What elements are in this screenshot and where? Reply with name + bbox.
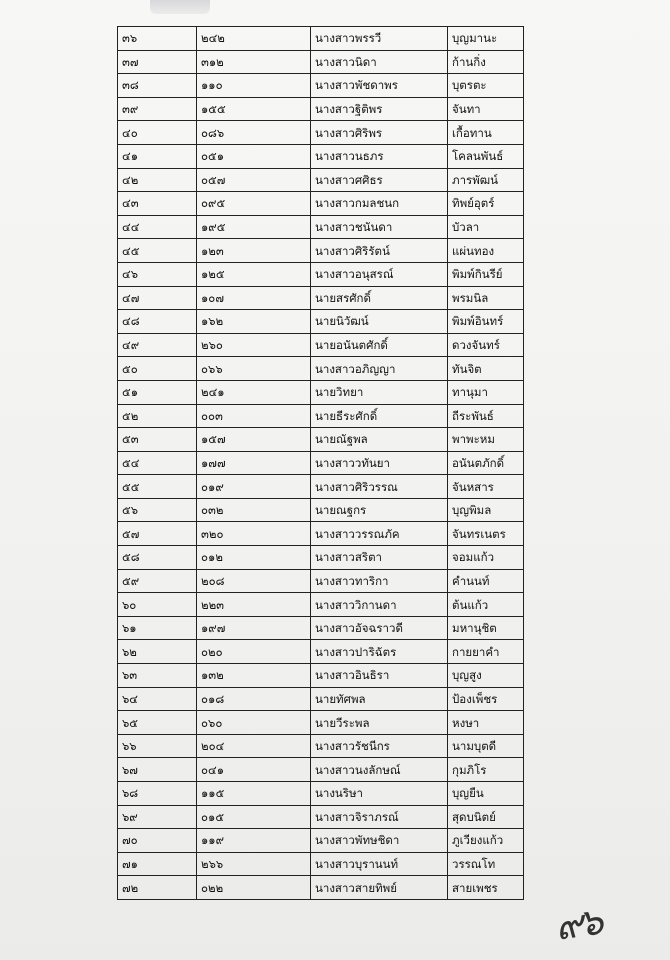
name-cell: นายนิวัฒน์ xyxy=(311,310,448,334)
name-cell: นายวิทยา xyxy=(311,380,448,404)
surname-cell: จันทรเนตร xyxy=(448,522,524,546)
surname-cell: มหานุชิต xyxy=(448,616,524,640)
table-row xyxy=(118,97,524,121)
name-cell: นางสาวอัจฉราวดี xyxy=(311,616,448,640)
surname-cell: กุมภิโร xyxy=(448,758,524,782)
surname-cell: อนันตภักดิ์ xyxy=(448,451,524,475)
table-row xyxy=(118,758,524,782)
paper-clip-shadow xyxy=(150,0,210,14)
surname-cell: ต้นแก้ว xyxy=(448,593,524,617)
name-cell: นางสาวชนันดา xyxy=(311,215,448,239)
code-cell: ๑๕๗ xyxy=(197,428,311,452)
row-number-cell: ๔๗ xyxy=(118,286,197,310)
surname-cell: จันหสาร xyxy=(448,475,524,499)
row-number-cell: ๕๗ xyxy=(118,522,197,546)
name-cell: นางสาวศศิธร xyxy=(311,168,448,192)
surname-cell: ภารพัฒน์ xyxy=(448,168,524,192)
code-cell: ๐๕๗ xyxy=(197,168,311,192)
code-cell: ๐๖๐ xyxy=(197,711,311,735)
name-cell: นางสาวนธภร xyxy=(311,144,448,168)
table-row xyxy=(118,451,524,475)
code-cell: ๐๘๖ xyxy=(197,121,311,145)
name-cell: นายณัฐพล xyxy=(311,428,448,452)
row-number-cell: ๕๙ xyxy=(118,569,197,593)
code-cell: ๑๐๗ xyxy=(197,286,311,310)
surname-cell: สายเพชร xyxy=(448,876,524,900)
table-row xyxy=(118,687,524,711)
name-cell: นางสาวฐิติพร xyxy=(311,97,448,121)
table-row xyxy=(118,593,524,617)
table-row xyxy=(118,286,524,310)
code-cell: ๒๖๖ xyxy=(197,852,311,876)
row-number-cell: ๕๘ xyxy=(118,546,197,570)
row-number-cell: ๖๒ xyxy=(118,640,197,664)
row-number-cell: ๖๔ xyxy=(118,687,197,711)
code-cell: ๑๗๗ xyxy=(197,451,311,475)
code-cell: ๓๑๒ xyxy=(197,50,311,74)
code-cell: ๒๒๓ xyxy=(197,593,311,617)
row-number-cell: ๓๙ xyxy=(118,97,197,121)
name-cell: นางสาวสายทิพย์ xyxy=(311,876,448,900)
row-number-cell: ๔๘ xyxy=(118,310,197,334)
row-number-cell: ๔๐ xyxy=(118,121,197,145)
row-number-cell: ๕๑ xyxy=(118,380,197,404)
name-cell: นายวีระพล xyxy=(311,711,448,735)
row-number-cell: ๖๓ xyxy=(118,664,197,688)
surname-cell: ภูเวียงแก้ว xyxy=(448,829,524,853)
row-number-cell: ๓๘ xyxy=(118,74,197,98)
surname-cell: กายยาคำ xyxy=(448,640,524,664)
name-cell: นางสาวจิราภรณ์ xyxy=(311,805,448,829)
surname-cell: บุญสูง xyxy=(448,664,524,688)
code-cell: ๒๖๐ xyxy=(197,333,311,357)
name-cell: นางสาวอภิญญา xyxy=(311,357,448,381)
name-cell: นายอนันตศักดิ์ xyxy=(311,333,448,357)
row-number-cell: ๗๑ xyxy=(118,852,197,876)
surname-cell: สุดบนิตย์ xyxy=(448,805,524,829)
table-row xyxy=(118,310,524,334)
name-cell: นางสาวทาริกา xyxy=(311,569,448,593)
table-row xyxy=(118,50,524,74)
surname-cell: แผ่นทอง xyxy=(448,239,524,263)
row-number-cell: ๕๐ xyxy=(118,357,197,381)
name-cell: นางสาวสริตา xyxy=(311,546,448,570)
name-cell: นางสาวปาริฉัตร xyxy=(311,640,448,664)
surname-cell: พรมนิล xyxy=(448,286,524,310)
row-number-cell: ๔๑ xyxy=(118,144,197,168)
name-cell: นางสาววรรณภัค xyxy=(311,522,448,546)
name-cell: นางสาววิกานดา xyxy=(311,593,448,617)
name-cell: นางสาวบุรานนท์ xyxy=(311,852,448,876)
code-cell: ๐๑๙ xyxy=(197,475,311,499)
name-cell: นายณฐกร xyxy=(311,498,448,522)
table-row xyxy=(118,333,524,357)
table-row xyxy=(118,546,524,570)
row-number-cell: ๖๐ xyxy=(118,593,197,617)
code-cell: ๑๒๕ xyxy=(197,262,311,286)
table-row xyxy=(118,782,524,806)
row-number-cell: ๖๗ xyxy=(118,758,197,782)
surname-cell: บุญพิมล xyxy=(448,498,524,522)
surname-cell: บุญมานะ xyxy=(448,27,524,51)
table-row xyxy=(118,522,524,546)
table-row xyxy=(118,262,524,286)
code-cell: ๐๐๓ xyxy=(197,404,311,428)
table-row xyxy=(118,734,524,758)
name-cell: นายสรศักดิ์ xyxy=(311,286,448,310)
surname-cell: ดวงจันทร์ xyxy=(448,333,524,357)
surname-cell: จอมแก้ว xyxy=(448,546,524,570)
table-row xyxy=(118,121,524,145)
table-row xyxy=(118,192,524,216)
roster-table-body xyxy=(118,27,524,900)
table-row xyxy=(118,144,524,168)
row-number-cell: ๖๙ xyxy=(118,805,197,829)
code-cell: ๑๕๕ xyxy=(197,97,311,121)
surname-cell: นามบุตดี xyxy=(448,734,524,758)
surname-cell: ทานุมา xyxy=(448,380,524,404)
code-cell: ๒๐๔ xyxy=(197,734,311,758)
row-number-cell: ๔๔ xyxy=(118,215,197,239)
name-cell: นางสาวศิริวรรณ xyxy=(311,475,448,499)
name-cell: นายธีระศักดิ์ xyxy=(311,404,448,428)
row-number-cell: ๖๕ xyxy=(118,711,197,735)
surname-cell: คำนนท์ xyxy=(448,569,524,593)
name-cell: นางสาวพัชดาพร xyxy=(311,74,448,98)
name-cell: นางสาวนงลักษณ์ xyxy=(311,758,448,782)
table-row xyxy=(118,357,524,381)
row-number-cell: ๖๑ xyxy=(118,616,197,640)
code-cell: ๒๔๒ xyxy=(197,27,311,51)
code-cell: ๐๓๒ xyxy=(197,498,311,522)
name-cell: นางสาวอนุสรณ์ xyxy=(311,262,448,286)
name-cell: นางสาวนิดา xyxy=(311,50,448,74)
name-cell: นางสาวรัชนีกร xyxy=(311,734,448,758)
table-row xyxy=(118,404,524,428)
table-row xyxy=(118,475,524,499)
row-number-cell: ๕๓ xyxy=(118,428,197,452)
code-cell: ๐๙๕ xyxy=(197,192,311,216)
name-cell: นางสาววทันยา xyxy=(311,451,448,475)
table-row xyxy=(118,215,524,239)
name-cell: นางนริษา xyxy=(311,782,448,806)
row-number-cell: ๔๒ xyxy=(118,168,197,192)
name-cell: นางสาวพัทษชิดา xyxy=(311,829,448,853)
table-row xyxy=(118,829,524,853)
surname-cell: ทิพย์อุตร์ xyxy=(448,192,524,216)
roster-table xyxy=(117,26,524,900)
surname-cell: วรรณโท xyxy=(448,852,524,876)
code-cell: ๑๖๒ xyxy=(197,310,311,334)
surname-cell: เกื้อทาน xyxy=(448,121,524,145)
surname-cell: พิมพ์กินรีย์ xyxy=(448,262,524,286)
table-row xyxy=(118,711,524,735)
code-cell: ๐๔๑ xyxy=(197,758,311,782)
surname-cell: พาพะหม xyxy=(448,428,524,452)
code-cell: ๐๖๖ xyxy=(197,357,311,381)
row-number-cell: ๖๘ xyxy=(118,782,197,806)
table-row xyxy=(118,640,524,664)
table-row xyxy=(118,852,524,876)
table-row xyxy=(118,168,524,192)
surname-cell: หงษา xyxy=(448,711,524,735)
surname-cell: ถีระพันธ์ xyxy=(448,404,524,428)
table-row xyxy=(118,876,524,900)
code-cell: ๐๒๐ xyxy=(197,640,311,664)
name-cell: นางสาวกมลชนก xyxy=(311,192,448,216)
table-row xyxy=(118,380,524,404)
surname-cell: บัวลา xyxy=(448,215,524,239)
code-cell: ๑๙๕ xyxy=(197,215,311,239)
table-row xyxy=(118,664,524,688)
surname-cell: ป้องเพ็ชร xyxy=(448,687,524,711)
table-row xyxy=(118,239,524,263)
row-number-cell: ๔๓ xyxy=(118,192,197,216)
row-number-cell: ๗๒ xyxy=(118,876,197,900)
table-row xyxy=(118,569,524,593)
code-cell: ๑๑๙ xyxy=(197,829,311,853)
row-number-cell: ๕๖ xyxy=(118,498,197,522)
surname-cell: ทันจิต xyxy=(448,357,524,381)
code-cell: ๐๒๒ xyxy=(197,876,311,900)
row-number-cell: ๓๗ xyxy=(118,50,197,74)
name-cell: นางสาวพรรวี xyxy=(311,27,448,51)
code-cell: ๐๕๑ xyxy=(197,144,311,168)
surname-cell: พิมพ์อินทร์ xyxy=(448,310,524,334)
code-cell: ๐๑๘ xyxy=(197,687,311,711)
code-cell: ๑๒๓ xyxy=(197,239,311,263)
name-cell: นางสาวศิริพร xyxy=(311,121,448,145)
code-cell: ๑๑๕ xyxy=(197,782,311,806)
code-cell: ๓๒๐ xyxy=(197,522,311,546)
code-cell: ๐๑๕ xyxy=(197,805,311,829)
row-number-cell: ๔๖ xyxy=(118,262,197,286)
table-row xyxy=(118,74,524,98)
row-number-cell: ๔๙ xyxy=(118,333,197,357)
table-row xyxy=(118,805,524,829)
name-cell: นางสาวอินธิรา xyxy=(311,664,448,688)
table-row xyxy=(118,498,524,522)
code-cell: ๒๔๑ xyxy=(197,380,311,404)
code-cell: ๐๑๒ xyxy=(197,546,311,570)
surname-cell: บุตรตะ xyxy=(448,74,524,98)
surname-cell: โคลนพันธ์ xyxy=(448,144,524,168)
surname-cell: จันทา xyxy=(448,97,524,121)
table-row xyxy=(118,428,524,452)
code-cell: ๑๑๐ xyxy=(197,74,311,98)
row-number-cell: ๕๒ xyxy=(118,404,197,428)
table-row xyxy=(118,27,524,51)
row-number-cell: ๖๖ xyxy=(118,734,197,758)
handwritten-page-number: ๙๖ xyxy=(552,899,602,949)
row-number-cell: ๔๕ xyxy=(118,239,197,263)
row-number-cell: ๓๖ xyxy=(118,27,197,51)
row-number-cell: ๕๔ xyxy=(118,451,197,475)
code-cell: ๒๐๘ xyxy=(197,569,311,593)
code-cell: ๑๙๗ xyxy=(197,616,311,640)
surname-cell: ก้านกิ่ง xyxy=(448,50,524,74)
surname-cell: บุญยืน xyxy=(448,782,524,806)
name-cell: นางสาวศิริรัตน์ xyxy=(311,239,448,263)
code-cell: ๑๓๒ xyxy=(197,664,311,688)
table-row xyxy=(118,616,524,640)
row-number-cell: ๕๕ xyxy=(118,475,197,499)
row-number-cell: ๗๐ xyxy=(118,829,197,853)
name-cell: นายทัศพล xyxy=(311,687,448,711)
